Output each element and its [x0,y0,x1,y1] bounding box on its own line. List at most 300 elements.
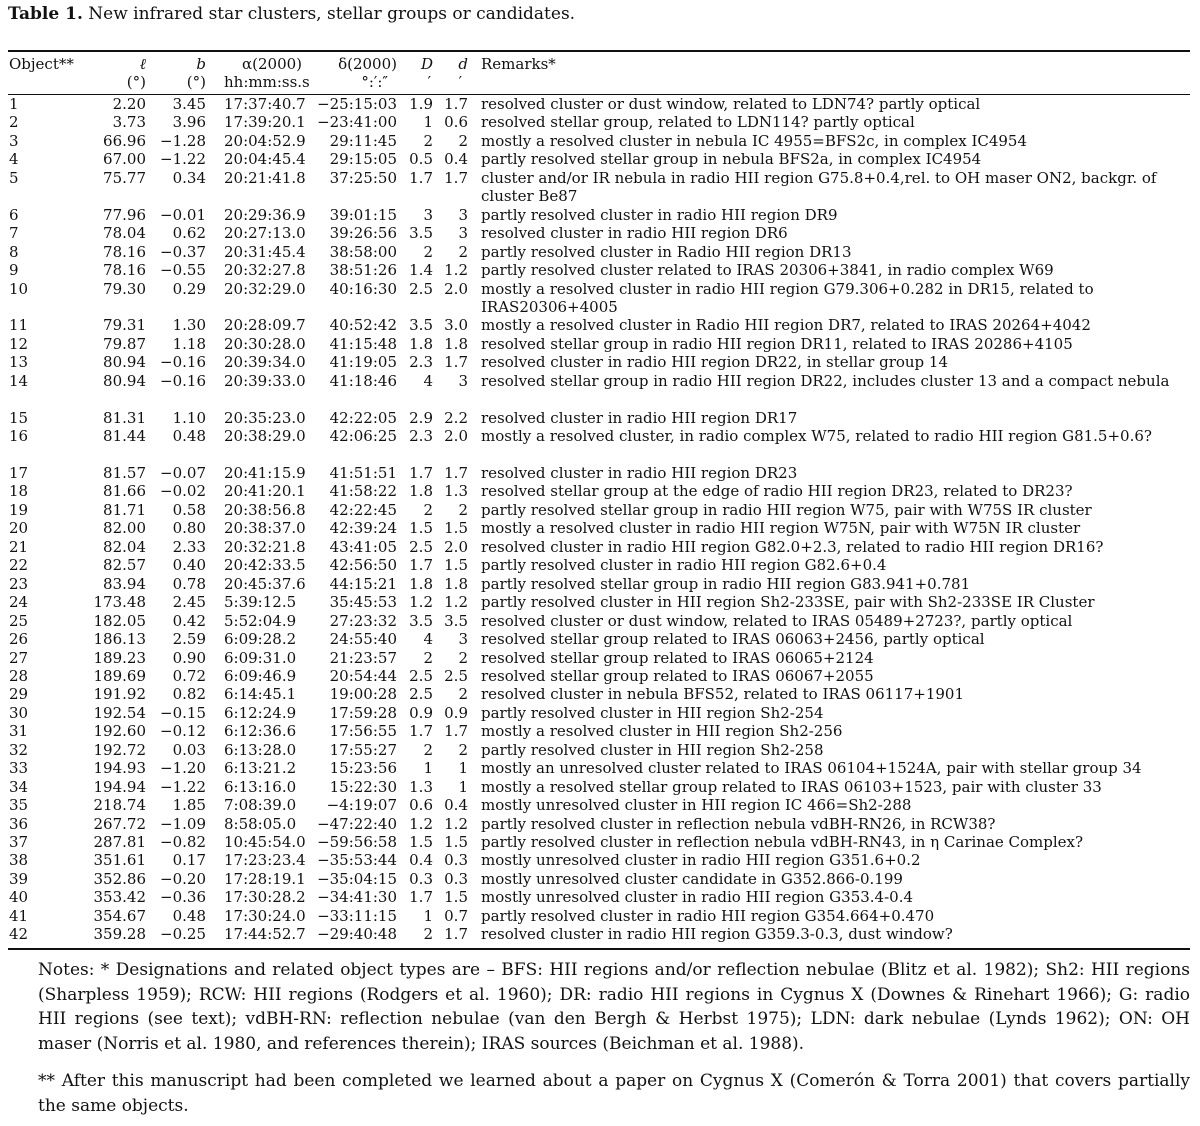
cell-object: 39 [9,869,29,888]
notes-designations: Notes: * Designations and related object types are – BFS: HII regions and/or reflection nebulae (Blitz et al. 1982); Sh2: HII regions (Sharpless 1959); RCW: HII regions (Rodgers et al. 1960); DR: radio HII regions in Cygnus X (Downes & Rinehart 1966); G: radio HII regions (see text); vdBH-RN: reflection nebulae (van den Bergh & Herbst 1975); LDN: dark nebulae (Lynds 1962); ON: OH maser (Norris et al. 1980, and references therein); IRAS sources (Beichman et al. 1988). [38,960,1190,1054]
cell-l: 186.13 [93,630,146,649]
cell-D: 1.7 [409,168,433,187]
cell-b: −0.82 [160,833,206,851]
cell-object: 21 [9,537,29,556]
cell-dec: 38:51:26 [329,261,397,280]
cell-ra: 5:39:12.5 [224,593,297,612]
cell-b: 0.03 [172,740,206,759]
cell-D: 3.5 [409,224,433,243]
cell-remarks: mostly a resolved cluster in Radio HII region DR7, related to IRAS 20264+4042 [481,316,1091,335]
cell-ra: 5:52:04.9 [224,611,297,630]
cell-remarks: resolved cluster in radio HII region DR17 [481,408,798,427]
cell-object: 9 [9,261,19,280]
cell-d: 0.6 [444,113,468,132]
cell-b: 1.10 [172,408,206,427]
cell-b: −0.16 [160,371,206,390]
cell-d: 1.5 [444,519,468,538]
cell-D: 2 [423,925,433,944]
cell-d: 2 [458,131,468,150]
cell-ra: 6:13:21.2 [224,759,297,778]
cell-remarks: mostly a resolved cluster in HII region Sh2-256 [481,722,843,741]
cell-dec: −35:53:44 [317,851,397,870]
cell-remarks: mostly unresolved cluster candidate in G352.866-0.199 [481,869,903,888]
cell-b: 0.42 [172,611,206,630]
cell-b: −0.02 [160,482,206,501]
cell-ra: 20:30:28.0 [224,334,306,353]
cell-D: 1.3 [409,777,433,796]
caption-text: New infrared star clusters, stellar groups or candidates. [88,4,576,24]
cell-d: 1.3 [444,482,468,501]
cell-object: 10 [9,279,29,298]
cell-D: 2 [423,500,433,519]
cell-remarks: resolved stellar group related to IRAS 06063+2456, partly optical [481,630,985,649]
cell-d: 3.5 [444,611,468,630]
cell-d: 0.3 [444,869,468,888]
cell-dec: −35:04:15 [317,869,397,888]
cell-dec: 44:15:21 [329,574,397,593]
unit-dec: °:′:″ [361,73,388,91]
cell-l: 192.60 [93,722,146,741]
cell-ra: 20:27:13.0 [224,224,306,243]
cell-b: −0.36 [160,888,206,907]
unit-d: ′ [458,73,462,91]
cell-dec: −33:11:15 [317,906,397,925]
cell-d: 0.9 [444,703,468,722]
cell-D: 1.7 [409,464,433,482]
cell-d: 1.7 [444,722,468,741]
cell-remarks: partly resolved stellar group in nebula BFS2a, in complex IC4954 [481,150,982,169]
cell-d: 2.0 [444,279,468,298]
cell-b: −1.20 [160,759,206,778]
cell-D: 1.8 [409,574,433,593]
cell-D: 1.8 [409,482,433,501]
cell-object: 1 [9,95,19,113]
cell-dec: 40:16:30 [329,279,397,298]
cell-d: 3 [458,371,468,390]
cell-b: 1.85 [172,796,206,815]
cell-remarks: resolved cluster in radio HII region DR6 [481,224,788,243]
cell-object: 2 [9,113,19,132]
cell-b: −0.55 [160,261,206,280]
cell-l: 81.57 [103,464,146,482]
cell-d: 2 [458,648,468,667]
cell-ra: 6:12:36.6 [224,722,297,741]
cell-ra: 20:39:33.0 [224,371,306,390]
cell-d: 1.7 [444,353,468,372]
cell-dec: 42:06:25 [329,427,397,446]
cell-l: 353.42 [93,888,146,907]
cell-l: 81.71 [103,500,146,519]
cell-object: 17 [9,464,29,482]
cell-ra: 17:30:24.0 [224,906,306,925]
cell-ra: 20:32:29.0 [224,279,306,298]
cell-b: 2.59 [172,630,206,649]
cell-dec: −47:22:40 [317,814,397,833]
cell-l: 81.31 [103,408,146,427]
cell-l: 189.23 [93,648,146,667]
header-dec: δ(2000) [338,55,397,73]
cell-ra: 17:39:20.1 [224,113,306,132]
cell-l: 267.72 [93,814,146,833]
cell-remarks: partly resolved cluster in HII region Sh2-233SE, pair with Sh2-233SE IR Cluster [481,593,1095,612]
cell-d: 1 [458,777,468,796]
cell-remarks: mostly a resolved cluster, in radio complex W75, related to radio HII region G81.5+0.6? [481,427,1152,446]
cell-b: 0.40 [172,556,206,575]
cell-remarks: mostly a resolved cluster in radio HII region W75N, pair with W75N IR cluster [481,519,1081,538]
cell-object: 35 [9,796,29,815]
cell-dec: 43:41:05 [329,537,397,556]
cell-dec: 24:55:40 [329,630,397,649]
cell-b: −1.22 [160,777,206,796]
cell-d: 0.3 [444,851,468,870]
cell-b: −1.28 [160,131,206,150]
cell-l: 82.57 [103,556,146,575]
cell-b: −0.25 [160,925,206,944]
header-ra: α(2000) [242,55,303,73]
cell-l: 2.20 [112,95,146,113]
cell-object: 40 [9,888,29,907]
unit-ra: hh:mm:ss.s [224,73,310,91]
cell-dec: 20:54:44 [329,666,397,685]
cell-remarks: partly resolved cluster in radio HII region G354.664+0.470 [481,906,935,925]
unit-b: (°) [186,73,206,91]
cell-ra: 20:21:41.8 [224,168,306,187]
cell-dec: 17:56:55 [329,722,397,741]
cell-dec: 41:19:05 [329,353,397,372]
cell-ra: 6:09:31.0 [224,648,297,667]
cell-dec: −23:41:00 [317,113,397,132]
cell-l: 352.86 [93,869,146,888]
cell-dec: 39:01:15 [329,205,397,224]
cell-object: 31 [9,722,29,741]
cell-b: 0.62 [172,224,206,243]
cell-dec: 38:58:00 [329,242,397,261]
header-b: b [196,55,206,73]
cell-object: 33 [9,759,29,778]
cell-D: 1.5 [409,833,433,851]
cell-D: 1.5 [409,519,433,538]
cell-remarks: partly resolved cluster in reflection nebula vdBH-RN26, in RCW38? [481,814,996,833]
cell-ra: 6:13:16.0 [224,777,297,796]
cell-l: 75.77 [103,168,146,187]
cell-l: 78.16 [103,261,146,280]
cell-ra: 20:38:37.0 [224,519,306,538]
cell-object: 26 [9,630,29,649]
cell-remarks: mostly a resolved stellar group related to IRAS 06103+1523, pair with cluster 33 [481,777,1102,796]
cell-d: 1.2 [444,814,468,833]
header-remarks: Remarks* [481,55,556,73]
cell-d: 1.7 [444,168,468,187]
cell-ra: 20:31:45.4 [224,242,306,261]
cell-l: 82.04 [103,537,146,556]
cell-object: 24 [9,593,29,612]
cell-d: 0.7 [444,906,468,925]
cell-remarks: resolved stellar group related to IRAS 06067+2055 [481,666,874,685]
cell-l: 173.48 [93,593,146,612]
cell-remarks: partly resolved stellar group in radio HII region W75, pair with W75S IR cluster [481,500,1092,519]
cell-b: 3.96 [172,113,206,132]
cell-object: 12 [9,334,29,353]
cell-object: 16 [9,427,29,446]
cell-remarks: resolved stellar group at the edge of radio HII region DR23, related to DR23? [481,482,1073,501]
cell-l: 82.00 [103,519,146,538]
cell-D: 2.3 [409,353,433,372]
cell-l: 77.96 [103,205,146,224]
unit-D: ′ [427,73,431,91]
cell-d: 1.2 [444,261,468,280]
cell-ra: 17:30:28.2 [224,888,306,907]
cell-ra: 17:44:52.7 [224,925,306,944]
cell-b: 0.29 [172,279,206,298]
cell-object: 23 [9,574,29,593]
cell-remarks: resolved stellar group related to IRAS 06065+2124 [481,648,874,667]
cell-object: 25 [9,611,29,630]
cell-remarks: partly resolved stellar group in radio HII region G83.941+0.781 [481,574,971,593]
cell-remarks: mostly an unresolved cluster related to IRAS 06104+1524A, pair with stellar group 34 [481,759,1142,778]
cell-dec: 41:51:51 [329,464,397,482]
cell-d: 0.4 [444,796,468,815]
cell-remarks: mostly a resolved cluster in nebula IC 4955=BFS2c, in complex IC4954 [481,131,1028,150]
cell-ra: 7:08:39.0 [224,796,297,815]
cell-D: 1.8 [409,334,433,353]
cell-l: 287.81 [93,833,146,851]
cell-d: 1.5 [444,556,468,575]
cell-b: 0.48 [172,427,206,446]
cell-D: 1.4 [409,261,433,280]
cell-object: 18 [9,482,29,501]
cell-ra: 20:38:56.8 [224,500,306,519]
cell-d: 1.2 [444,593,468,612]
cell-l: 80.94 [103,371,146,390]
cell-ra: 20:39:34.0 [224,353,306,372]
cell-d: 1.7 [444,925,468,944]
cell-d: 2.0 [444,537,468,556]
cell-remarks: resolved cluster in nebula BFS52, related to IRAS 06117+1901 [481,685,965,704]
cell-D: 1.9 [409,95,433,113]
cell-dec: −25:15:03 [317,95,397,113]
cell-ra: 20:42:33.5 [224,556,306,575]
cell-remarks: mostly unresolved cluster in radio HII region G351.6+0.2 [481,851,921,870]
cell-object: 34 [9,777,29,796]
unit-l: (°) [126,73,146,91]
cell-dec: 42:39:24 [329,519,397,538]
cell-D: 4 [423,371,433,390]
cell-object: 41 [9,906,29,925]
cell-dec: 42:22:45 [329,500,397,519]
header-d: d [458,55,468,73]
cell-remarks: mostly unresolved cluster in radio HII region G353.4-0.4 [481,888,914,907]
cell-ra: 20:32:21.8 [224,537,306,556]
cell-ra: 17:28:19.1 [224,869,306,888]
cell-b: −0.37 [160,242,206,261]
cell-b: −1.09 [160,814,206,833]
cell-remarks: partly resolved cluster in HII region Sh2-258 [481,740,824,759]
cell-D: 0.4 [409,851,433,870]
cell-remarks: partly resolved cluster in reflection nebula vdBH-RN43, in η Carinae Complex? [481,833,1084,851]
cell-l: 67.00 [103,150,146,169]
cell-D: 1.7 [409,722,433,741]
cell-ra: 17:23:23.4 [224,851,306,870]
cell-remarks: resolved stellar group in radio HII region DR22, includes cluster 13 and a compact nebula [481,371,1170,390]
cell-remarks: mostly unresolved cluster in HII region IC 466=Sh2-288 [481,796,912,815]
cell-dec: 29:11:45 [329,131,397,150]
cell-object: 7 [9,224,19,243]
cell-d: 1.5 [444,833,468,851]
cell-D: 0.3 [409,869,433,888]
cell-dec: 40:52:42 [329,316,397,335]
cell-D: 3.5 [409,611,433,630]
cell-D: 1.7 [409,888,433,907]
cell-dec: 39:26:56 [329,224,397,243]
cell-remarks: resolved cluster in radio HII region G82.0+2.3, related to radio HII region DR16? [481,537,1104,556]
cell-ra: 20:38:29.0 [224,427,306,446]
cell-dec: 35:45:53 [329,593,397,612]
cell-object: 32 [9,740,29,759]
cell-D: 1 [423,906,433,925]
cell-object: 36 [9,814,29,833]
cell-l: 192.72 [93,740,146,759]
cell-ra: 20:45:37.6 [224,574,306,593]
cell-l: 81.66 [103,482,146,501]
cell-D: 2.5 [409,666,433,685]
cell-object: 42 [9,925,29,944]
cell-b: 0.80 [172,519,206,538]
cell-ra: 20:35:23.0 [224,408,306,427]
cell-l: 191.92 [93,685,146,704]
cell-d: 2.2 [444,408,468,427]
cell-l: 192.54 [93,703,146,722]
cell-dec: 29:15:05 [329,150,397,169]
cell-b: 0.58 [172,500,206,519]
cell-ra: 6:13:28.0 [224,740,297,759]
top-rule [8,50,1190,52]
cell-d: 3.0 [444,316,468,335]
cell-D: 0.6 [409,796,433,815]
cell-b: 1.18 [172,334,206,353]
cell-dec: 15:23:56 [329,759,397,778]
cell-dec: 17:59:28 [329,703,397,722]
cell-d: 1.7 [444,464,468,482]
cell-remarks: partly resolved cluster related to IRAS 20306+3841, in radio complex W69 [481,261,1054,280]
cell-remarks: mostly a resolved cluster in radio HII region G79.306+0.282 in DR15, related to IRAS20306+4005 [481,279,1094,316]
cell-object: 37 [9,833,29,851]
cell-l: 189.69 [93,666,146,685]
cell-d: 3 [458,224,468,243]
cell-d: 2.5 [444,666,468,685]
cell-D: 3 [423,205,433,224]
cell-object: 11 [9,316,29,335]
cell-object: 15 [9,408,29,427]
cell-object: 30 [9,703,29,722]
cell-l: 182.05 [93,611,146,630]
cell-dec: −59:56:58 [317,833,397,851]
cell-d: 2 [458,685,468,704]
cell-dec: 42:22:05 [329,408,397,427]
cell-object: 4 [9,150,19,169]
cell-b: 2.45 [172,593,206,612]
cell-dec: 15:22:30 [329,777,397,796]
cell-ra: 8:58:05.0 [224,814,297,833]
cell-ra: 6:09:28.2 [224,630,297,649]
cell-l: 78.04 [103,224,146,243]
cell-b: 0.78 [172,574,206,593]
cell-D: 0.9 [409,703,433,722]
cell-b: −1.22 [160,150,206,169]
cell-ra: 6:12:24.9 [224,703,297,722]
cell-remarks: partly resolved cluster in HII region Sh2-254 [481,703,824,722]
cell-l: 79.31 [103,316,146,335]
cell-b: −0.15 [160,703,206,722]
cell-b: 0.90 [172,648,206,667]
cell-D: 2.5 [409,279,433,298]
cell-D: 2 [423,648,433,667]
cell-dec: −34:41:30 [317,888,397,907]
cell-d: 2.0 [444,427,468,446]
bottom-rule [8,948,1190,950]
cell-dec: 27:23:32 [329,611,397,630]
header-object: Object** [9,55,74,73]
cell-ra: 6:09:46.9 [224,666,297,685]
cell-d: 2 [458,500,468,519]
cell-d: 2 [458,242,468,261]
cell-d: 0.4 [444,150,468,169]
cell-ra: 10:45:54.0 [224,833,306,851]
cell-D: 2 [423,242,433,261]
cell-d: 2 [458,740,468,759]
cell-l: 83.94 [103,574,146,593]
cell-dec: 21:23:57 [329,648,397,667]
cell-d: 1.5 [444,888,468,907]
notes-manuscript: ** After this manuscript had been completed we learned about a paper on Cygnus X (Comerón & Torra 2001) that covers partially the same objects. [38,1071,1190,1116]
cell-l: 354.67 [93,906,146,925]
cell-dec: 17:55:27 [329,740,397,759]
cell-object: 27 [9,648,29,667]
cell-object: 13 [9,353,29,372]
header-D: D [420,55,433,73]
cell-remarks: resolved cluster in radio HII region DR22, in stellar group 14 [481,353,949,372]
cell-d: 3 [458,630,468,649]
cell-d: 1 [458,759,468,778]
cell-ra: 6:14:45.1 [224,685,297,704]
cell-object: 20 [9,519,29,538]
cell-remarks: cluster and/or IR nebula in radio HII region G75.8+0.4,rel. to OH maser ON2, backgr. of cluster Be87 [481,168,1157,206]
cell-remarks: partly resolved cluster in Radio HII region DR13 [481,242,852,261]
cell-object: 19 [9,500,29,519]
cell-D: 1.2 [409,593,433,612]
cell-b: 0.82 [172,685,206,704]
cell-l: 359.28 [93,925,146,944]
cell-D: 1 [423,759,433,778]
cell-dec: 19:00:28 [329,685,397,704]
cell-b: 1.30 [172,316,206,335]
cell-l: 81.44 [103,427,146,446]
table-caption [8,4,575,24]
cell-l: 218.74 [93,796,146,815]
cell-b: −0.20 [160,869,206,888]
cell-object: 14 [9,371,29,390]
cell-D: 4 [423,630,433,649]
cell-D: 2.9 [409,408,433,427]
cell-d: 3 [458,205,468,224]
cell-l: 78.16 [103,242,146,261]
cell-D: 2 [423,131,433,150]
cell-b: 3.45 [172,95,206,113]
cell-remarks: resolved stellar group in radio HII region DR11, related to IRAS 20286+4105 [481,334,1073,353]
cell-dec: 42:56:50 [329,556,397,575]
cell-d: 1.8 [444,574,468,593]
cell-D: 2.5 [409,537,433,556]
cell-object: 29 [9,685,29,704]
